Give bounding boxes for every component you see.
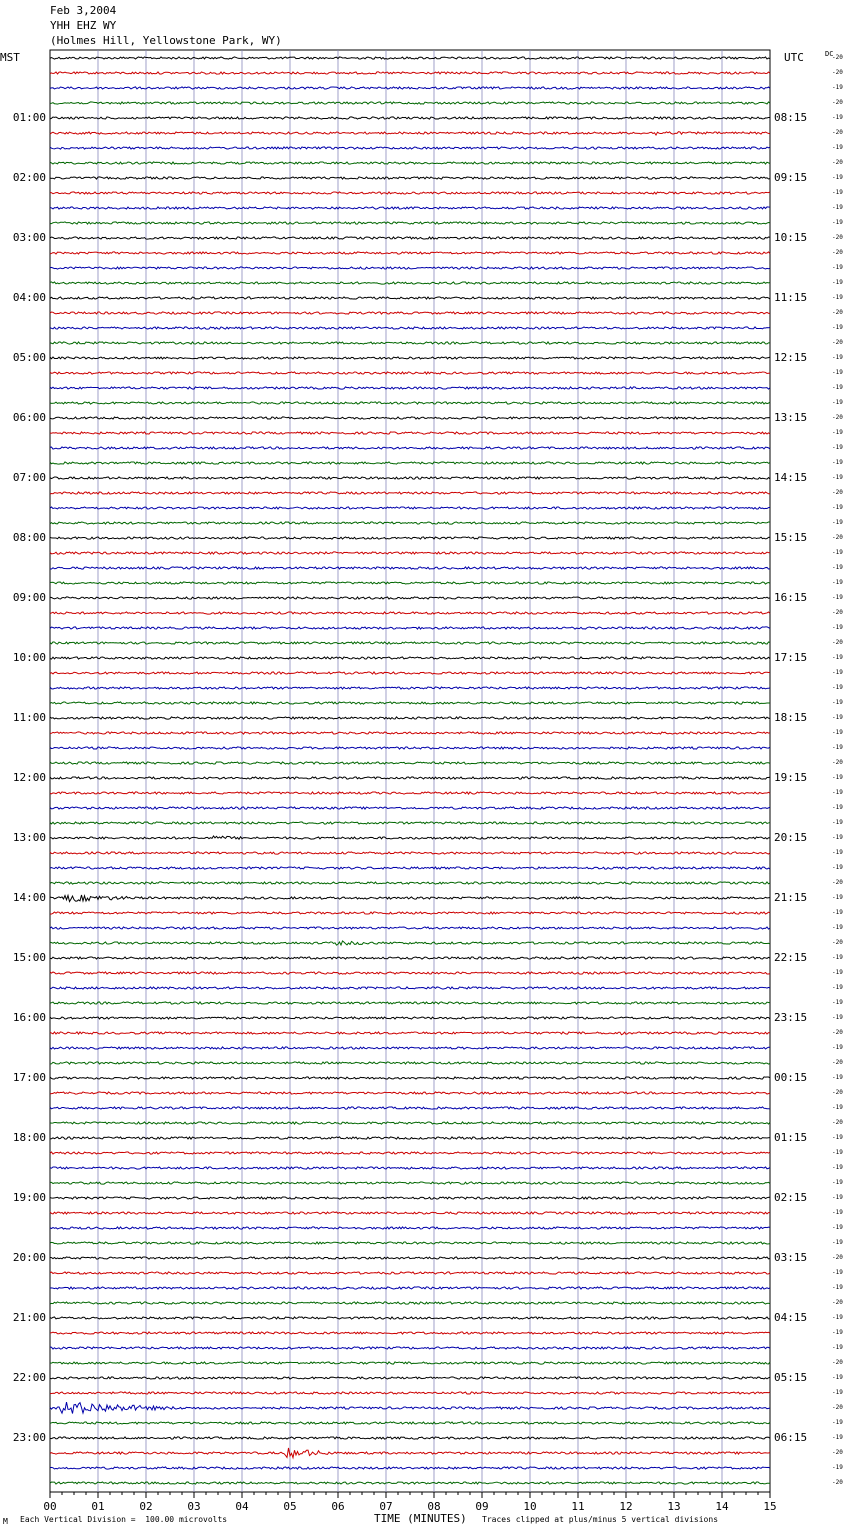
seismic-trace: [50, 895, 770, 902]
seismic-trace: [50, 1257, 770, 1259]
x-tick-label: 01: [91, 1500, 105, 1513]
dc-offset-label: -19: [832, 1314, 843, 1321]
x-tick-label: 04: [235, 1500, 249, 1513]
dc-offset-label: -19: [832, 549, 843, 556]
dc-offset-label: -19: [832, 1269, 843, 1276]
dc-offset-label: -19: [832, 984, 843, 991]
utc-hour-label: 03:15: [774, 1251, 808, 1264]
mst-hour-label: 05:00: [12, 351, 46, 364]
dc-offset-label: -19: [832, 684, 843, 691]
seismic-trace: [50, 972, 770, 974]
utc-hour-label: 10:15: [774, 231, 808, 244]
dc-offset-label: -19: [832, 714, 843, 721]
seismic-trace: [50, 927, 770, 929]
dc-offset-label: -20: [832, 99, 843, 106]
seismic-trace: [50, 1227, 770, 1229]
seismic-trace: [50, 342, 770, 344]
utc-hour-label: 15:15: [774, 531, 808, 544]
dc-offset-label: -19: [832, 1209, 843, 1216]
dc-offset-label: -19: [832, 699, 843, 706]
utc-hour-label: 20:15: [774, 831, 808, 844]
dc-offset-label: -20: [832, 1359, 843, 1366]
utc-hour-label: 13:15: [774, 411, 808, 424]
seismic-trace: [50, 867, 770, 869]
mst-hour-label: 02:00: [12, 171, 46, 184]
dc-offset-label: -20: [832, 1089, 843, 1096]
seismic-trace: [50, 372, 770, 374]
x-tick-label: 08: [427, 1500, 441, 1513]
seismic-trace: [50, 582, 770, 584]
dc-offset-label: -20: [832, 1404, 843, 1411]
seismic-trace: [50, 1448, 770, 1458]
x-tick-label: 13: [667, 1500, 681, 1513]
seismic-trace: [50, 507, 770, 509]
dc-offset-label: -19: [832, 564, 843, 571]
utc-hour-label: 17:15: [774, 651, 808, 664]
seismic-trace: [50, 957, 770, 959]
mst-hour-label: 06:00: [12, 411, 46, 424]
seismic-trace: [50, 462, 770, 464]
dc-offset-label: -19: [832, 1344, 843, 1351]
seismic-trace: [50, 1137, 770, 1139]
dc-offset-label: -19: [832, 1149, 843, 1156]
seismic-trace: [50, 1467, 770, 1469]
seismic-trace: [50, 1212, 770, 1214]
dc-offset-label: -19: [832, 369, 843, 376]
station-code: YHH EHZ WY: [50, 19, 117, 32]
dc-offset-label: -19: [832, 384, 843, 391]
utc-hour-label: 21:15: [774, 891, 808, 904]
dc-offset-label: -19: [832, 114, 843, 121]
left-timezone: MST: [0, 51, 20, 64]
dc-offset-label: -19: [832, 654, 843, 661]
seismic-trace: [50, 387, 770, 389]
dc-header: DC: [825, 50, 834, 58]
seismic-trace: [50, 642, 770, 644]
seismic-trace: [50, 1437, 770, 1439]
utc-hour-label: 08:15: [774, 111, 808, 124]
x-tick-label: 14: [715, 1500, 729, 1513]
seismic-trace: [50, 1002, 770, 1004]
utc-hour-label: 11:15: [774, 291, 808, 304]
seismic-trace: [50, 552, 770, 554]
x-tick-label: 15: [763, 1500, 777, 1513]
seismic-trace: [50, 1122, 770, 1124]
right-timezone: UTC: [784, 51, 804, 64]
seismic-trace: [50, 1362, 770, 1364]
dc-offset-label: -20: [832, 1299, 843, 1306]
seismic-trace: [50, 567, 770, 569]
dc-offset-label: -19: [832, 429, 843, 436]
x-tick-label: 06: [331, 1500, 345, 1513]
dc-offset-label: -20: [832, 1059, 843, 1066]
dc-offset-label: -19: [832, 1014, 843, 1021]
utc-hour-label: 23:15: [774, 1011, 808, 1024]
seismic-trace: [50, 1242, 770, 1244]
dc-offset-label: -20: [832, 1479, 843, 1486]
dc-offset-label: -20: [832, 639, 843, 646]
seismic-trace: [50, 1377, 770, 1379]
dc-offset-label: -19: [832, 1419, 843, 1426]
seismic-trace: [50, 132, 770, 135]
dc-offset-label: -19: [832, 279, 843, 286]
dc-offset-label: -20: [832, 69, 843, 76]
seismic-trace: [50, 852, 770, 854]
seismic-trace: [50, 207, 770, 209]
dc-offset-label: -20: [832, 534, 843, 541]
dc-offset-label: -19: [832, 189, 843, 196]
dc-offset-label: -19: [832, 1104, 843, 1111]
utc-hour-label: 02:15: [774, 1191, 808, 1204]
mst-hour-label: 20:00: [12, 1251, 46, 1264]
dc-offset-label: -19: [832, 579, 843, 586]
seismic-trace: [50, 1047, 770, 1049]
x-tick-label: 02: [139, 1500, 153, 1513]
seismic-trace: [50, 747, 770, 749]
seismic-trace: [50, 792, 770, 794]
dc-offset-label: -19: [832, 459, 843, 466]
mst-hour-label: 21:00: [12, 1311, 46, 1324]
dc-offset-label: -19: [832, 144, 843, 151]
seismic-trace: [50, 417, 770, 419]
dc-offset-label: -19: [832, 1134, 843, 1141]
dc-offset-label: -19: [832, 1284, 843, 1291]
seismic-trace: [50, 1422, 770, 1424]
dc-offset-label: -20: [832, 489, 843, 496]
seismic-trace: [50, 312, 770, 314]
dc-offset-label: -19: [832, 834, 843, 841]
dc-offset-label: -20: [832, 1119, 843, 1126]
mst-hour-label: 18:00: [12, 1131, 46, 1144]
seismic-trace: [50, 297, 770, 299]
seismic-trace: [50, 836, 770, 839]
seismic-trace: [50, 1482, 770, 1484]
seismic-trace: [50, 327, 770, 329]
dc-offset-label: -19: [832, 84, 843, 91]
seismic-trace: [50, 1287, 770, 1289]
seismic-trace: [50, 477, 770, 479]
dc-offset-label: -19: [832, 444, 843, 451]
utc-hour-label: 09:15: [774, 171, 808, 184]
x-tick-label: 12: [619, 1500, 633, 1513]
seismic-trace: [50, 1167, 770, 1169]
clip-note: Traces clipped at plus/minus 5 vertical divisions: [482, 1515, 719, 1524]
mst-hour-label: 12:00: [12, 771, 46, 784]
dc-offset-label: -19: [832, 729, 843, 736]
seismic-trace: [50, 1317, 770, 1319]
seismic-trace: [50, 1182, 770, 1184]
dc-offset-label: -19: [832, 744, 843, 751]
dc-offset-label: -19: [832, 1329, 843, 1336]
seismic-trace: [50, 1152, 770, 1154]
dc-offset-label: -20: [832, 879, 843, 886]
dc-offset-label: -20: [832, 159, 843, 166]
dc-offset-label: -20: [832, 1449, 843, 1456]
mst-hour-label: 11:00: [12, 711, 46, 724]
seismic-trace: [50, 1092, 770, 1094]
seismic-trace: [50, 492, 770, 494]
seismic-trace: [50, 597, 770, 599]
seismic-trace: [50, 1032, 770, 1035]
seismic-trace: [50, 777, 770, 779]
dc-offset-label: -19: [832, 669, 843, 676]
seismic-trace: [50, 612, 770, 614]
utc-hour-label: 16:15: [774, 591, 808, 604]
dc-offset-label: -20: [832, 234, 843, 241]
dc-offset-label: -19: [832, 624, 843, 631]
dc-offset-label: -19: [832, 894, 843, 901]
dc-offset-label: -19: [832, 1464, 843, 1471]
dc-offset-label: -19: [832, 1224, 843, 1231]
dc-offset-label: -19: [832, 399, 843, 406]
seismic-trace: [50, 1017, 770, 1019]
dc-offset-label: -19: [832, 849, 843, 856]
dc-offset-label: -19: [832, 294, 843, 301]
dc-offset-label: -19: [832, 1164, 843, 1171]
x-tick-label: 03: [187, 1500, 201, 1513]
x-tick-label: 10: [523, 1500, 537, 1513]
x-axis-title: TIME (MINUTES): [374, 1512, 467, 1525]
mst-hour-label: 08:00: [12, 531, 46, 544]
mst-hour-label: 19:00: [12, 1191, 46, 1204]
seismic-trace: [50, 1347, 770, 1349]
dc-offset-label: -19: [832, 1179, 843, 1186]
dc-offset-label: -20: [832, 759, 843, 766]
dc-offset-label: -19: [832, 804, 843, 811]
mst-hour-label: 09:00: [12, 591, 46, 604]
utc-hour-label: 19:15: [774, 771, 808, 784]
seismic-trace: [50, 57, 770, 59]
dc-offset-label: -19: [832, 1194, 843, 1201]
seismic-trace: [50, 1107, 770, 1109]
dc-offset-label: -20: [832, 309, 843, 316]
dc-offset-label: -19: [832, 774, 843, 781]
utc-hour-label: 00:15: [774, 1071, 808, 1084]
seismic-trace: [50, 762, 770, 764]
mst-hour-label: 16:00: [12, 1011, 46, 1024]
dc-offset-label: -19: [832, 1044, 843, 1051]
plot-frame: [50, 50, 770, 1492]
seismic-trace: [50, 162, 770, 164]
dc-offset-label: -19: [832, 1239, 843, 1246]
seismic-trace: [50, 267, 770, 269]
seismic-trace: [50, 672, 770, 674]
dc-offset-label: -19: [832, 324, 843, 331]
dc-offset-label: -19: [832, 519, 843, 526]
mst-hour-label: 13:00: [12, 831, 46, 844]
seismic-trace: [50, 177, 770, 179]
mst-hour-label: 03:00: [12, 231, 46, 244]
seismic-trace: [50, 222, 770, 224]
seismic-trace: [50, 447, 770, 449]
mst-hour-label: 17:00: [12, 1071, 46, 1084]
dc-offset-label: -19: [832, 219, 843, 226]
dc-offset-label: -20: [832, 54, 843, 61]
mst-hour-label: 10:00: [12, 651, 46, 664]
seismic-trace: [50, 72, 770, 74]
dc-offset-label: -19: [832, 909, 843, 916]
utc-hour-label: 04:15: [774, 1311, 808, 1324]
dc-offset-label: -19: [832, 354, 843, 361]
seismic-trace: [50, 687, 770, 689]
seismic-trace: [50, 357, 770, 359]
dc-offset-label: -19: [832, 819, 843, 826]
seismic-trace: [50, 657, 770, 659]
x-tick-label: 00: [43, 1500, 57, 1513]
dc-offset-label: -19: [832, 594, 843, 601]
seismic-trace: [50, 1272, 770, 1274]
dc-offset-label: -19: [832, 474, 843, 481]
mst-hour-label: 14:00: [12, 891, 46, 904]
seismic-trace: [50, 1332, 770, 1334]
x-tick-label: 07: [379, 1500, 393, 1513]
seismic-trace: [50, 102, 770, 104]
seismic-trace: [50, 117, 770, 119]
mst-hour-label: 07:00: [12, 471, 46, 484]
x-tick-label: 09: [475, 1500, 489, 1513]
seismic-trace: [50, 912, 770, 914]
mst-hour-label: 04:00: [12, 291, 46, 304]
seismic-trace: [50, 1197, 770, 1199]
dc-offset-label: -20: [832, 249, 843, 256]
seismic-trace: [50, 732, 770, 734]
scale-note: Each Vertical Division = 100.00 microvolts: [20, 1515, 228, 1524]
mst-hour-label: 01:00: [12, 111, 46, 124]
dc-offset-label: -19: [832, 504, 843, 511]
mst-hour-label: 15:00: [12, 951, 46, 964]
seismic-trace: [50, 717, 770, 719]
seismic-trace: [50, 882, 770, 884]
seismic-trace: [50, 987, 770, 989]
seismic-trace: [50, 282, 770, 284]
utc-hour-label: 22:15: [774, 951, 808, 964]
utc-hour-label: 01:15: [774, 1131, 808, 1144]
dc-offset-label: -19: [832, 1434, 843, 1441]
dc-offset-label: -20: [832, 339, 843, 346]
dc-offset-label: -20: [832, 1029, 843, 1036]
seismic-trace: [50, 807, 770, 809]
dc-offset-label: -20: [832, 939, 843, 946]
seismic-trace: [50, 147, 770, 149]
seismic-trace: [50, 1077, 770, 1079]
x-tick-label: 05: [283, 1500, 297, 1513]
seismic-trace: [50, 237, 770, 239]
seismic-trace: [50, 537, 770, 539]
dc-offset-label: -20: [832, 129, 843, 136]
seismic-trace: [50, 627, 770, 629]
seismic-trace: [50, 1402, 770, 1413]
seismic-trace: [50, 1392, 770, 1394]
seismic-trace: [50, 702, 770, 704]
station-location: (Holmes Hill, Yellowstone Park, WY): [50, 34, 282, 47]
dc-offset-label: -19: [832, 1389, 843, 1396]
plot-date: Feb 3,2004: [50, 4, 117, 17]
dc-offset-label: -19: [832, 924, 843, 931]
dc-offset-label: -20: [832, 609, 843, 616]
dc-offset-label: -19: [832, 789, 843, 796]
dc-offset-label: -19: [832, 1074, 843, 1081]
x-tick-label: 11: [571, 1500, 585, 1513]
mst-hour-label: 23:00: [12, 1431, 46, 1444]
utc-hour-label: 12:15: [774, 351, 808, 364]
seismic-trace: [50, 1062, 770, 1064]
seismic-trace: [50, 941, 770, 945]
utc-hour-label: 06:15: [774, 1431, 808, 1444]
seismic-trace: [50, 192, 770, 194]
dc-offset-label: -19: [832, 174, 843, 181]
dc-offset-label: -20: [832, 1254, 843, 1261]
utc-hour-label: 18:15: [774, 711, 808, 724]
seismic-trace: [50, 252, 770, 254]
dc-offset-label: -20: [832, 414, 843, 421]
dc-offset-label: -19: [832, 264, 843, 271]
seismic-trace: [50, 822, 770, 824]
dc-offset-label: -19: [832, 999, 843, 1006]
seismic-trace: [50, 432, 770, 434]
seismic-trace: [50, 402, 770, 404]
seismic-trace: [50, 1302, 770, 1304]
mst-hour-label: 22:00: [12, 1371, 46, 1384]
dc-offset-label: -19: [832, 954, 843, 961]
dc-offset-label: -19: [832, 204, 843, 211]
utc-hour-label: 05:15: [774, 1371, 808, 1384]
dc-offset-label: -19: [832, 1374, 843, 1381]
seismic-trace: [50, 87, 770, 89]
dc-offset-label: -19: [832, 969, 843, 976]
dc-offset-label: -19: [832, 864, 843, 871]
corner-mark: M: [3, 1517, 8, 1526]
seismic-trace: [50, 522, 770, 524]
utc-hour-label: 14:15: [774, 471, 808, 484]
